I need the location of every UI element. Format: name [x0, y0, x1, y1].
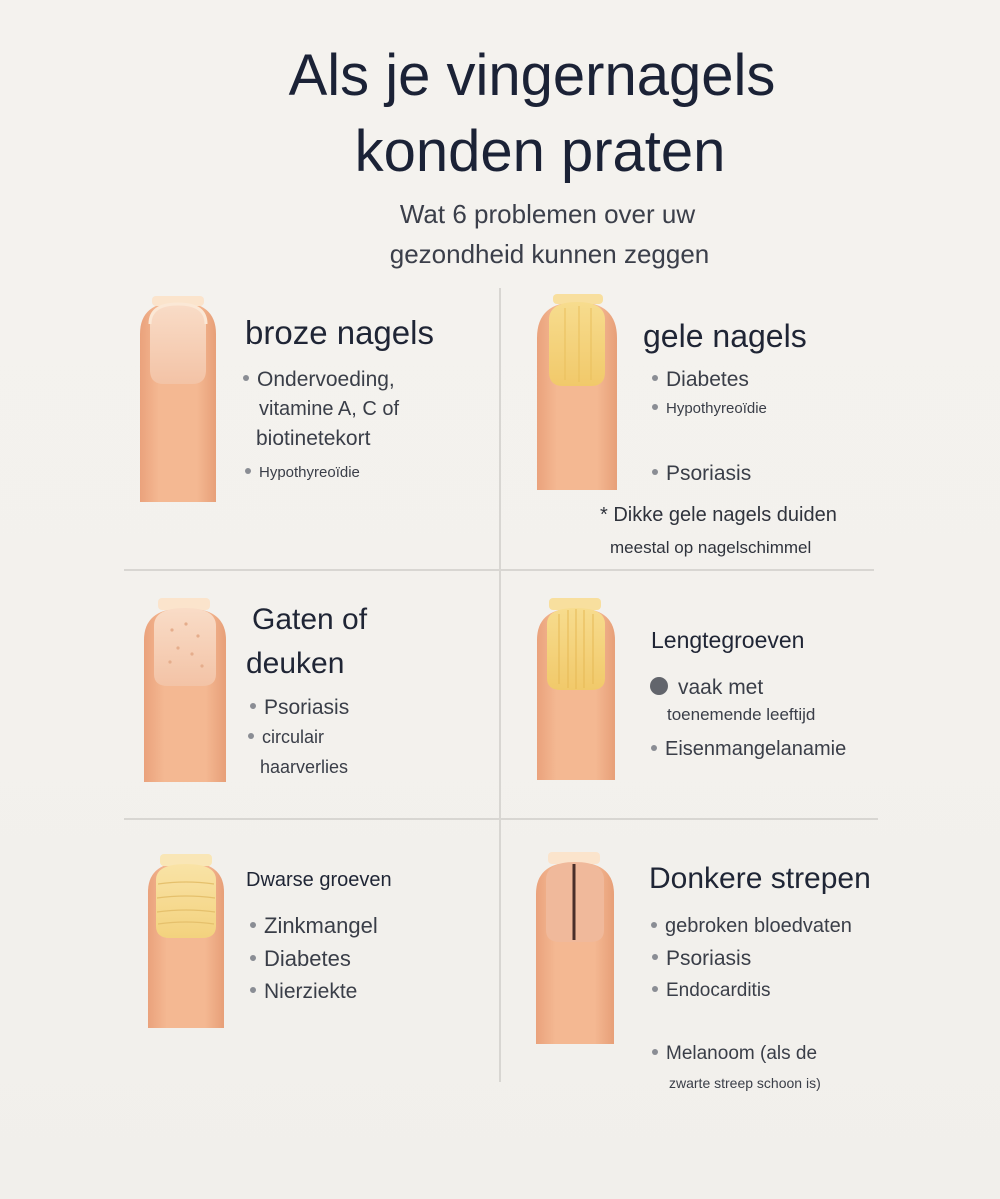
list-item: Ondervoeding, [243, 368, 395, 392]
title-line-2: konden praten [354, 119, 726, 184]
list-item: Melanoom (als de [652, 1043, 817, 1065]
list-item: Zinkmangel [250, 913, 378, 939]
bullet-icon [248, 733, 254, 739]
list-item-continuation: biotinetekort [256, 427, 371, 450]
list-item: circulair [248, 727, 324, 748]
list-item: Hypothyreoïdie [652, 400, 767, 417]
subtitle-line-2: gezondheid kunnen zeggen [389, 239, 710, 269]
list-item-continuation: haarverlies [260, 757, 349, 777]
list-item: Psoriasis [652, 947, 751, 971]
list-item: Eisenmangelanamie [651, 738, 846, 761]
bullet-icon [652, 469, 658, 475]
bullet-icon [652, 1049, 658, 1055]
list-item: vaak met [650, 676, 763, 700]
finger-horizontal-ridges-nail-icon [146, 852, 226, 1028]
finger-yellow-nail-icon [533, 292, 621, 490]
list-item: Diabetes [250, 946, 351, 972]
list-item: Nierziekte [250, 980, 357, 1004]
list-item: Diabetes [652, 368, 749, 392]
cell-title-pitting-line-2: deuken [246, 647, 345, 680]
bullet-icon [651, 922, 657, 928]
list-item: gebroken bloedvaten [651, 915, 852, 938]
grid-divider-horizontal-2 [124, 818, 878, 820]
list-item: Psoriasis [652, 462, 751, 486]
bullet-icon [250, 922, 256, 928]
finger-dark-streak-nail-icon [534, 850, 616, 1044]
bullet-icon [651, 745, 657, 751]
cell-title-pitting-line-1: Gaten of [252, 603, 368, 636]
cell-title-dark-streaks: Donkere strepen [649, 862, 871, 895]
bullet-icon [250, 955, 256, 961]
list-item-continuation: toenemende leeftijd [667, 705, 816, 724]
bullet-icon [250, 987, 256, 993]
bullet-icon [243, 375, 249, 381]
cell-title-horizontal-ridges: Dwarse groeven [246, 869, 392, 891]
finger-pitting-nail-icon [142, 596, 228, 782]
finger-vertical-ridges-nail-icon [535, 596, 617, 780]
list-item: Psoriasis [250, 696, 349, 720]
bullet-icon [245, 468, 251, 474]
grid-divider-vertical [499, 288, 501, 1082]
cell-title-brittle: broze nagels [245, 314, 434, 351]
grid-divider-horizontal-1 [124, 569, 874, 571]
page-subtitle [0, 194, 1000, 274]
footnote-line-2: meestal op nagelschimmel [610, 538, 812, 557]
bullet-icon [650, 677, 668, 695]
cell-title-vertical-ridges: Lengtegroeven [651, 627, 805, 653]
list-item: Endocarditis [652, 980, 771, 1002]
subtitle-line-1: Wat 6 problemen over uw [399, 199, 696, 229]
bullet-icon [652, 986, 658, 992]
title-line-1: Als je vingernagels [288, 43, 776, 108]
page-title [0, 38, 1000, 190]
bullet-icon [250, 703, 256, 709]
cell-title-yellow: gele nagels [643, 318, 807, 354]
finger-brittle-nail-icon [136, 294, 220, 502]
list-item-continuation: zwarte streep schoon is) [669, 1075, 821, 1091]
list-item: Hypothyreoïdie [245, 464, 360, 481]
bullet-icon [652, 954, 658, 960]
bullet-icon [652, 404, 658, 410]
footnote-line-1: * Dikke gele nagels duiden [600, 504, 837, 526]
bullet-icon [652, 375, 658, 381]
list-item-continuation: vitamine A, C of [259, 398, 400, 420]
